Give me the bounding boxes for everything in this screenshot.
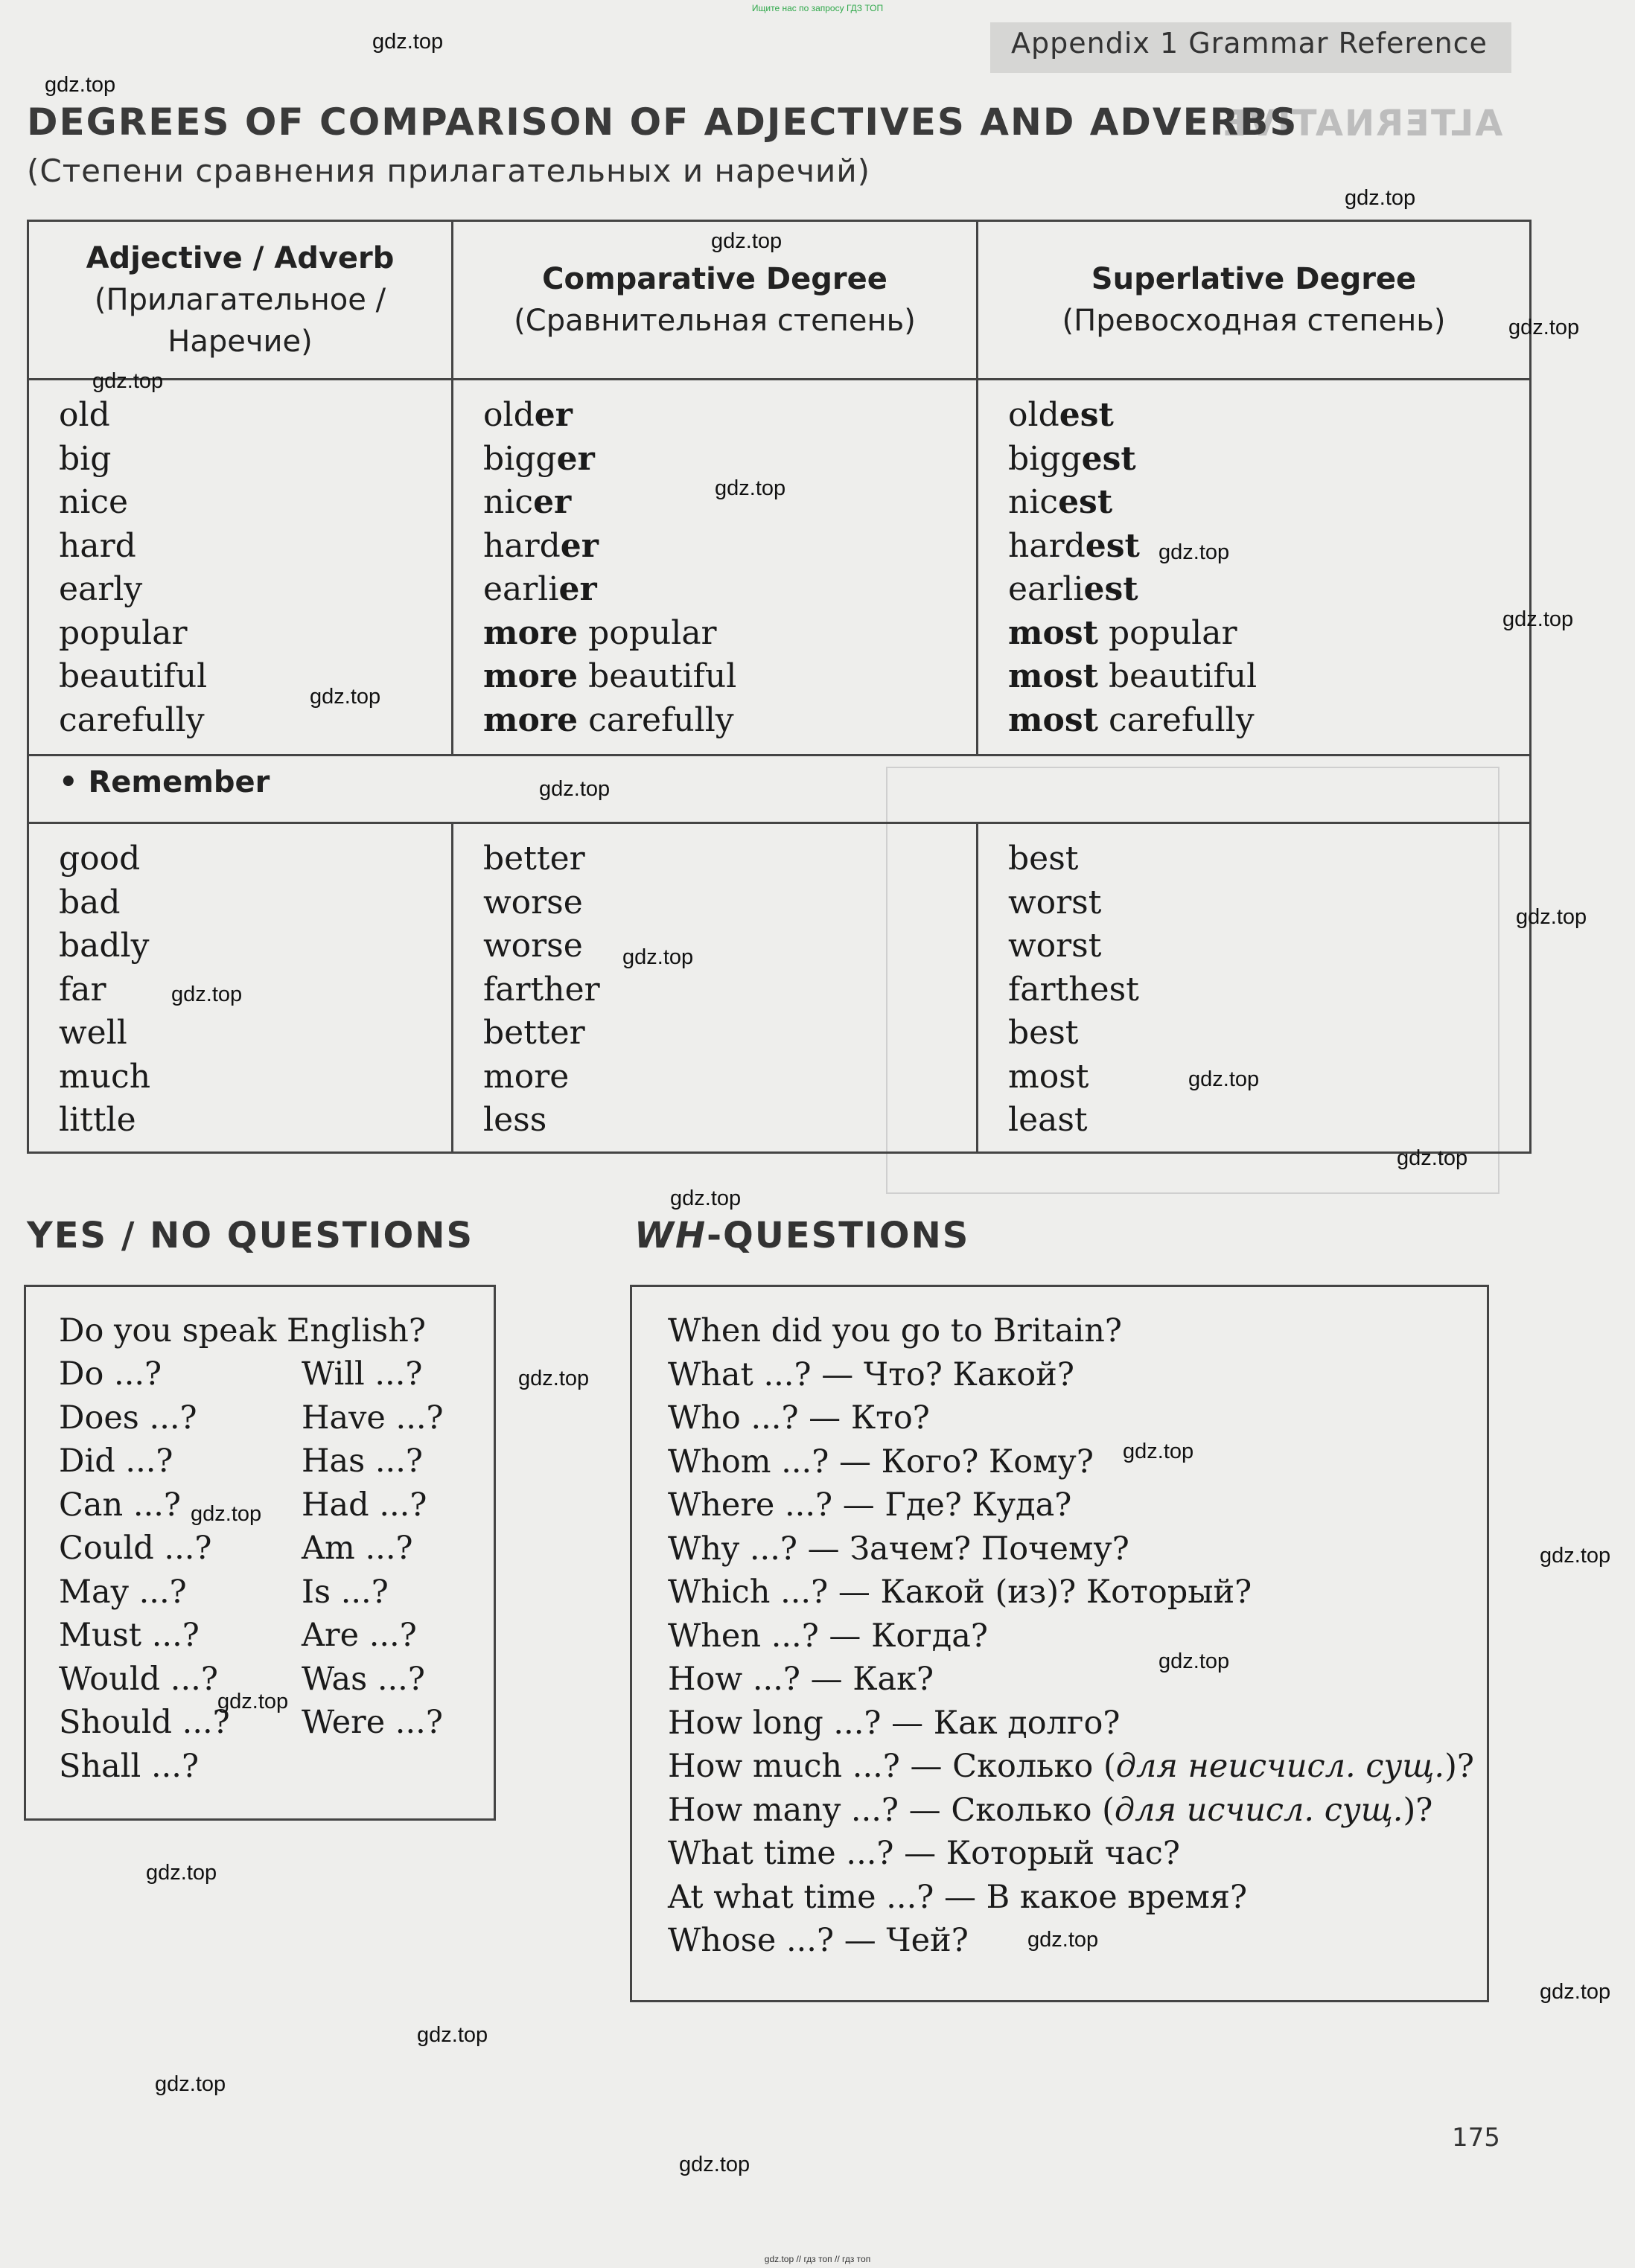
yesno-right-column: Will ...? Have ...? Has ...? Had ...? Am ...? Is ...? Are ...? Was ...? Were ...?: [302, 1355, 444, 1741]
watermark: gdz.top: [1540, 1544, 1611, 1568]
irregular-forms-row: [28, 823, 1531, 1153]
watermark: gdz.top: [1158, 1649, 1230, 1673]
watermark: gdz.top: [191, 1502, 262, 1526]
irregular-base-cell: good bad badly far well much little: [28, 823, 453, 1153]
col-adjective-header: Adjective / Adverb (Прилагательное / Наречие): [28, 221, 453, 380]
irregular-superlative-cell: best worst worst farthest best most least: [978, 823, 1531, 1153]
watermark: gdz.top: [1502, 607, 1574, 631]
col-superlative-header: Superlative Degree (Превосходная степень): [978, 221, 1531, 380]
watermark: gdz.top: [622, 945, 694, 969]
remember-cell: • Remember: [28, 756, 1531, 823]
irregular-comparative-cell: better worse worse farther better more less: [453, 823, 978, 1153]
page-title: DEGREES OF COMPARISON OF ADJECTIVES AND ADVERBS: [27, 100, 1298, 144]
regular-forms-row: [28, 380, 1531, 756]
watermark: gdz.top: [1540, 1980, 1611, 2004]
watermark: gdz.top: [518, 1367, 590, 1390]
comparative-forms-cell: older bigger nicer harder earlier more popular more beautiful more carefully: [453, 380, 978, 756]
yesno-example: Do you speak English?: [59, 1312, 426, 1349]
wh-box: [630, 1285, 1489, 2002]
watermark: gdz.top: [372, 30, 444, 54]
watermark: gdz.top: [1027, 1928, 1099, 1952]
page-header: Appendix 1 Grammar Reference: [1011, 27, 1488, 60]
yesno-title: YES / NO QUESTIONS: [27, 1215, 474, 1256]
col-comparative-header: Comparative Degree (Сравнительная степень): [453, 221, 978, 380]
watermark: gdz.top: [45, 73, 116, 97]
page-number: 175: [1452, 2123, 1500, 2153]
watermark: gdz.top: [1188, 1067, 1260, 1091]
watermark: gdz.top: [92, 369, 164, 393]
watermark: gdz.top: [1397, 1146, 1468, 1170]
watermark: gdz.top: [539, 777, 611, 801]
superlative-forms-cell: oldest biggest nicest hardest earliest most popular most beautiful most carefully: [978, 380, 1531, 756]
remember-row: [28, 756, 1531, 823]
watermark: gdz.top: [1123, 1440, 1194, 1463]
watermark: gdz.top: [155, 2072, 226, 2096]
wh-title: WH-QUESTIONS: [634, 1215, 970, 1256]
page-subtitle: (Степени сравнения прилагательных и наречий): [27, 153, 871, 189]
watermark: gdz.top: [715, 476, 786, 500]
watermark: gdz.top: [417, 2023, 488, 2047]
watermark: gdz.top: [1508, 316, 1580, 339]
watermark: gdz.top: [310, 685, 381, 709]
watermark: gdz.top: [146, 1861, 217, 1885]
top-note: Ищите нас по запросу ГДЗ ТОП: [751, 3, 884, 13]
watermark: gdz.top: [1158, 540, 1230, 564]
ghost-heading: ALTERNATIVE: [1221, 103, 1503, 144]
watermark: gdz.top: [217, 1690, 289, 1713]
footer: gdz.top // гдз топ // гдз топ: [764, 2254, 871, 2264]
watermark: gdz.top: [711, 229, 783, 253]
watermark: gdz.top: [1516, 905, 1587, 929]
comparison-table: [27, 220, 1532, 1154]
watermark: gdz.top: [171, 983, 243, 1006]
watermark: gdz.top: [1345, 186, 1416, 210]
base-forms-cell: old big nice hard early popular beautiful carefully: [28, 380, 453, 756]
wh-list: When did you go to Britain? What ...? — Что? Какой? Who ...? — Кто? Whom ...? — Кого? Кому? Where ...? — Где? Куда? Why ...? — Зачем? Почему? Which ...? — Какой (из)? Который? When ...? — Когда? How ...? — Как? How long ...? — Как долго? How much ...? — Сколько (для неисчисл. сущ.)? How many ...? — Сколько (для исчисл. сущ.)? What time ...? — Который час? At what time ...? — В какое время? Whose ...? — Чей?: [668, 1312, 1474, 1959]
yesno-left-column: Do ...? Does ...? Did ...? Can ...? Could ...? May ...? Must ...? Would ...? Should ...? Shall ...?: [59, 1355, 230, 1785]
watermark: gdz.top: [670, 1186, 742, 1210]
watermark: gdz.top: [679, 2153, 750, 2176]
yesno-box: [24, 1285, 496, 1821]
